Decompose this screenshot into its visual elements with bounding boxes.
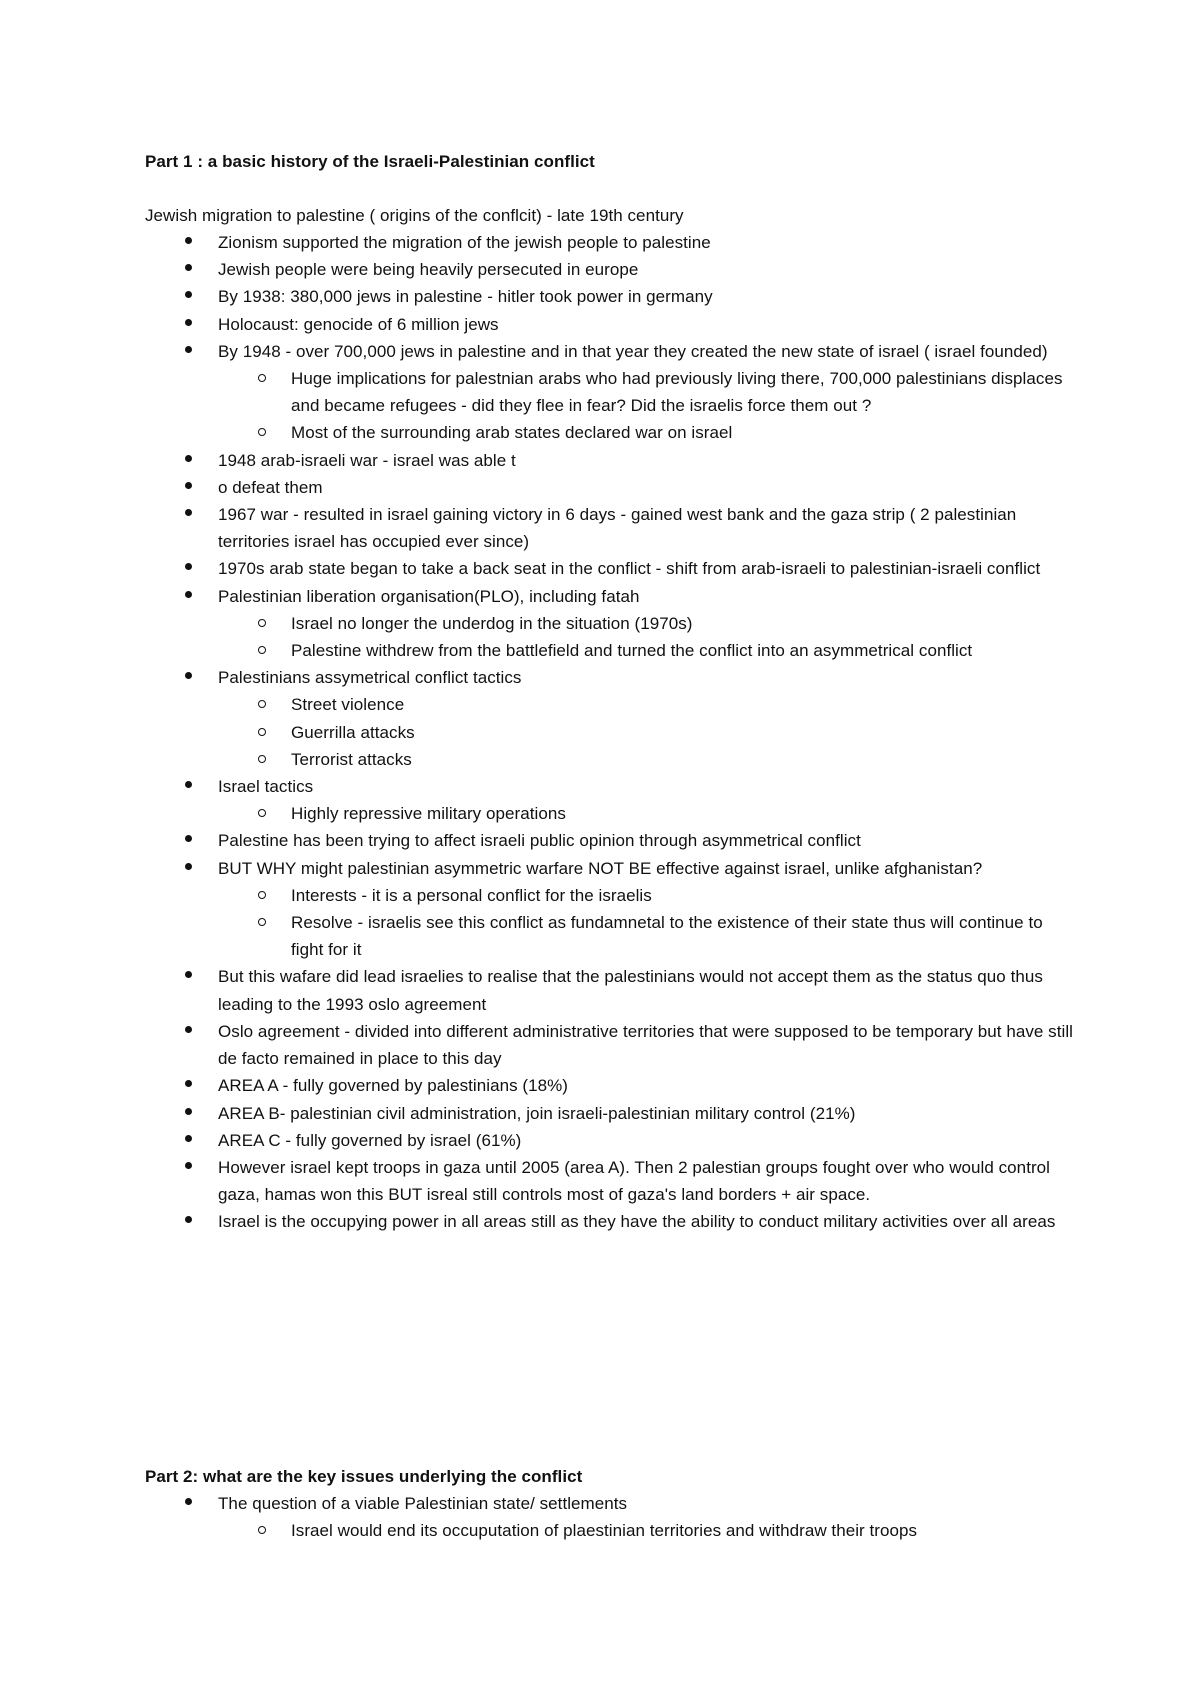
- list-item: [145, 664, 1075, 773]
- list-item-text: Israel tactics: [218, 777, 314, 797]
- list-item-text: But this wafare did lead israelies to realise that the palestinians would not accept them as the status quo thus leading to the 1993 oslo agreement: [218, 967, 1043, 1014]
- list-item-text: By 1938: 380,000 jews in palestine - hitler took power in germany: [218, 287, 713, 307]
- hollow-bullet-icon: [258, 755, 266, 763]
- list-item: [145, 1100, 1075, 1127]
- list-item-text: The question of a viable Palestinian state/ settlements: [218, 1494, 628, 1513]
- list-item: [145, 773, 1075, 827]
- sub-list-item-text: Palestine withdrew from the battlefield and turned the conflict into an asymmetrical conflict: [291, 641, 973, 661]
- sub-list-item: [218, 1517, 1075, 1544]
- bullet-icon: [185, 291, 192, 298]
- list-item: [145, 583, 1075, 665]
- list-item: [145, 311, 1075, 338]
- bullet-icon: [185, 264, 192, 271]
- list-item: [145, 1208, 1075, 1235]
- list-item: [145, 1072, 1075, 1099]
- list-item-text: AREA A - fully governed by palestinians (18%): [218, 1076, 568, 1096]
- sub-list-item: [218, 365, 1075, 419]
- hollow-bullet-icon: [258, 891, 266, 899]
- list-item: [145, 229, 1075, 256]
- list-item-text: Zionism supported the migration of the jewish people to palestine: [218, 233, 711, 252]
- sub-list-item-text: Israel would end its occuputation of plaestinian territories and withdraw their troops: [291, 1521, 918, 1541]
- sub-list-item: [218, 691, 1075, 718]
- sub-list-item: [218, 419, 1075, 446]
- part2-bullet-list: [145, 1490, 1075, 1544]
- sub-list-item-text: Street violence: [291, 695, 405, 715]
- sub-list-item: [218, 800, 1075, 827]
- sub-list-item-text: Interests - it is a personal conflict for the israelis: [291, 885, 652, 905]
- list-item-text: Oslo agreement - divided into different administrative territories that were supposed to be temporary but have still de facto remained in place to this day: [218, 1021, 1073, 1069]
- list-item-text: Palestinian liberation organisation(PLO), including fatah: [218, 586, 640, 606]
- part1-heading: Part 1 : a basic history of the Israeli-Palestinian conflict: [145, 152, 595, 171]
- bullet-icon: [185, 237, 192, 244]
- hollow-bullet-icon: [258, 374, 266, 382]
- list-item: [145, 1018, 1075, 1072]
- part1-bullet-list: [145, 229, 1075, 1236]
- sub-list: [218, 610, 1075, 664]
- hollow-bullet-icon: [258, 809, 266, 817]
- list-item-text: o defeat them: [218, 477, 323, 497]
- bullet-icon: [185, 455, 192, 462]
- bullet-icon: [185, 1216, 192, 1223]
- bullet-icon: [185, 509, 192, 516]
- bullet-icon: [185, 1108, 192, 1115]
- list-item: [145, 1490, 1075, 1544]
- list-item: [145, 283, 1075, 310]
- sub-list-item-text: Highly repressive military operations: [291, 804, 566, 824]
- sub-list: [218, 800, 1075, 827]
- sub-list-item: [218, 746, 1075, 773]
- bullet-icon: [185, 1026, 192, 1033]
- list-item: [145, 827, 1075, 854]
- list-item: [145, 1127, 1075, 1154]
- list-item-text: Holocaust: genocide of 6 million jews: [218, 314, 499, 334]
- hollow-bullet-icon: [258, 918, 266, 926]
- bullet-icon: [185, 781, 192, 788]
- hollow-bullet-icon: [258, 700, 266, 708]
- list-item: [145, 501, 1075, 555]
- list-item: [145, 963, 1075, 1017]
- sub-list-item-text: Huge implications for palestnian arabs who had previously living there, 700,000 palestinians displaces and became refugees - did they flee in fear? Did the israelis force them out ?: [291, 369, 1063, 416]
- list-item: [145, 855, 1075, 964]
- bullet-icon: [185, 1162, 192, 1169]
- list-item-text: 1948 arab-israeli war - israel was able t: [218, 450, 516, 470]
- list-item: [145, 338, 1075, 447]
- bullet-icon: [185, 863, 192, 870]
- sub-list-item: [218, 719, 1075, 746]
- sub-list: [218, 882, 1075, 964]
- bullet-icon: [185, 672, 192, 679]
- sub-list-item-text: Resolve - israelis see this conflict as fundamnetal to the existence of their state thus will continue to fight for it: [291, 913, 1043, 960]
- bullet-icon: [185, 591, 192, 598]
- list-item: [145, 555, 1075, 582]
- list-item-text: 1970s arab state began to take a back seat in the conflict - shift from arab-israeli to palestinian-israeli conflict: [218, 559, 1041, 579]
- sub-list: [218, 365, 1075, 447]
- list-item: [145, 474, 1075, 501]
- sub-list-item-text: Most of the surrounding arab states declared war on israel: [291, 423, 733, 443]
- bullet-icon: [185, 482, 192, 489]
- hollow-bullet-icon: [258, 646, 266, 654]
- list-item-text: By 1948 - over 700,000 jews in palestine and in that year they created the new state of israel ( israel founded): [218, 341, 1048, 361]
- sub-list: [218, 691, 1075, 773]
- hollow-bullet-icon: [258, 619, 266, 627]
- bullet-icon: [185, 346, 192, 353]
- sub-list-item-text: Israel no longer the underdog in the situation (1970s): [291, 613, 693, 633]
- sub-list-item: [218, 909, 1075, 963]
- list-item-text: Palestinians assymetrical conflict tactics: [218, 668, 522, 688]
- list-item-text: Jewish people were being heavily persecuted in europe: [218, 260, 639, 280]
- bullet-icon: [185, 1080, 192, 1087]
- bullet-icon: [185, 835, 192, 842]
- list-item-text: 1967 war - resulted in israel gaining victory in 6 days - gained west bank and the gaza strip ( 2 palestinian territories israel has occupied ever since): [218, 505, 1017, 552]
- list-item: [145, 256, 1075, 283]
- hollow-bullet-icon: [258, 428, 266, 436]
- list-item-text: Palestine has been trying to affect israeli public opinion through asymmetrical conflict: [218, 831, 861, 851]
- list-item-text: AREA C - fully governed by israel (61%): [218, 1130, 522, 1150]
- hollow-bullet-icon: [258, 728, 266, 736]
- part1-intro: Jewish migration to palestine ( origins of the conflcit) - late 19th century: [145, 206, 684, 225]
- list-item: [145, 1154, 1075, 1208]
- list-item-text: However israel kept troops in gaza until 2005 (area A). Then 2 palestian groups fought over who would control gaza, hamas won this BUT isreal still controls most of gaza's land borders + air space.: [218, 1157, 1051, 1205]
- sub-list: [218, 1517, 1075, 1544]
- sub-list-item: [218, 882, 1075, 909]
- list-item-text: Israel is the occupying power in all areas still as they have the ability to conduct military activities over all areas: [218, 1212, 1056, 1232]
- part2-heading: Part 2: what are the key issues underlying the conflict: [145, 1467, 583, 1486]
- bullet-icon: [185, 1498, 192, 1505]
- sub-list-item: [218, 610, 1075, 637]
- hollow-bullet-icon: [258, 1526, 266, 1534]
- list-item-text: AREA B- palestinian civil administration, join israeli-palestinian military control (21%): [218, 1103, 856, 1123]
- bullet-icon: [185, 563, 192, 570]
- sub-list-item-text: Guerrilla attacks: [291, 722, 415, 742]
- list-item: [145, 447, 1075, 474]
- bullet-icon: [185, 1135, 192, 1142]
- bullet-icon: [185, 319, 192, 326]
- sub-list-item: [218, 637, 1075, 664]
- list-item-text: BUT WHY might palestinian asymmetric warfare NOT BE effective against israel, unlike afghanistan?: [218, 858, 983, 878]
- sub-list-item-text: Terrorist attacks: [291, 749, 412, 769]
- bullet-icon: [185, 971, 192, 978]
